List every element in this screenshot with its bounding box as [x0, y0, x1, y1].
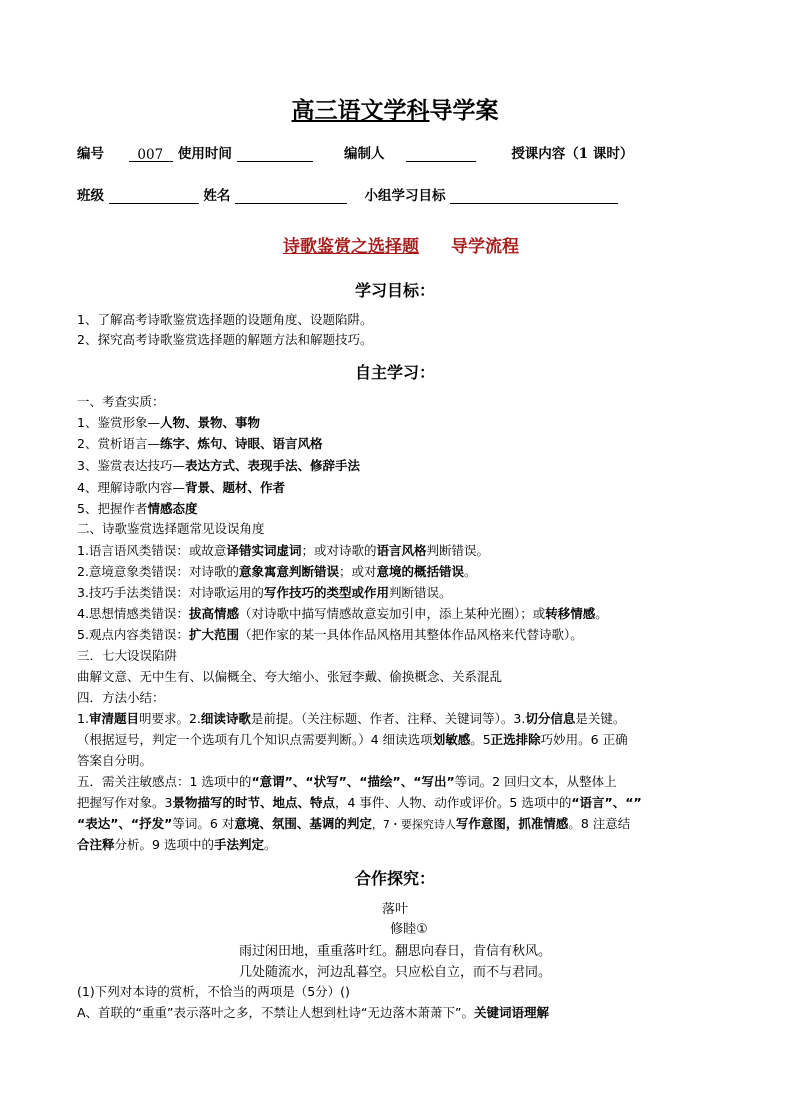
class-blank[interactable]	[109, 189, 199, 204]
section-cooperate: 合作探究：	[354, 869, 435, 888]
study-heading-3: 三．七大设误陷阱	[77, 648, 178, 663]
editor-blank[interactable]	[406, 147, 476, 162]
error-type-5: 5.观点内容类错误：扩大范围（把作家的某一具体作品风格用其整体作品风格来代替诗歌）。	[77, 627, 583, 642]
time-label: 使用时间	[177, 146, 232, 162]
study-item-5: 5、把握作者情感态度	[77, 501, 198, 516]
content-label: 授课内容（1 课时）	[511, 146, 634, 162]
section-self-study: 自主学习：	[354, 363, 435, 382]
info-row-1	[77, 142, 633, 162]
no-label: 编号	[77, 146, 104, 162]
method-line-3: 答案自分明。	[77, 753, 153, 768]
poem-title: 落叶	[381, 902, 408, 917]
question-1: (1)下列对本诗的赏析，不恰当的两项是（5分）()	[77, 984, 350, 999]
option-a: A、首联的“重重”表示落叶之多，不禁让人想到杜诗“无边落木萧萧下”。关键词语理解	[77, 1005, 549, 1020]
poem-line-1: 雨过闲田地，重重落叶红。翻思向春日，肯信有秋风。	[238, 944, 551, 959]
editor-label: 编制人	[344, 146, 385, 162]
topic-name: 诗歌鉴赏之选择题	[283, 237, 419, 257]
error-type-2: 2.意境意象类错误：对诗歌的意象寓意判断错误；或对意境的概括错误。	[77, 564, 477, 579]
poem-line-2: 几处随流水，河边乱暮空。只应松自立，而不与君同。	[238, 965, 551, 980]
method-line-2: （根据逗号，判定一个选项有几个知识点需要判断。）4 细读选项划敏感。5正选排除巧妙用。6 正确	[77, 732, 628, 747]
error-type-4: 4.思想情感类错误：拔高情感（对诗歌中描写情感故意妄加引申，添上某种光圈）；或转移情感。	[77, 606, 608, 621]
error-type-3: 3.技巧手法类错误：对诗歌运用的写作技巧的类型或作用判断错误。	[77, 585, 452, 600]
no-value: 007	[129, 147, 173, 162]
goal-1: 1、了解高考诗歌鉴赏选择题的设题角度、设题陷阱。	[77, 312, 373, 327]
name-label: 姓名	[203, 188, 231, 204]
trap-list: 曲解文意、无中生有、以偏概全、夸大缩小、张冠李戴、偷换概念、关系混乱	[77, 669, 503, 684]
time-blank[interactable]	[237, 147, 313, 162]
poem-author: 修睦①	[390, 922, 428, 937]
topic-title	[0, 232, 790, 257]
goal-2: 2、探究高考诗歌鉴赏选择题的解题方法和解题技巧。	[77, 332, 373, 347]
topic-suffix: 导学流程	[451, 237, 519, 257]
study-item-2: 2、赏析语言—练字、炼句、诗眼、语言风格	[77, 436, 323, 451]
study-heading-1: 一、考查实质：	[77, 394, 165, 409]
error-type-1: 1.语言语风类错误：或故意译错实词虚词；或对诗歌的语言风格判断错误。	[77, 543, 489, 558]
focus-line-2: 把握写作对象。3景物描写的时节、地点、特点，4 事件、人物、动作或评价。5 选项中的“语言”、“”	[77, 795, 642, 810]
focus-line-4: 合注释分析。9 选项中的手法判定。	[77, 837, 277, 852]
class-label: 班级	[77, 188, 104, 204]
study-item-4: 4、理解诗歌内容—背景、题材、作者	[77, 480, 285, 495]
section-goals: 学习目标：	[354, 281, 435, 300]
goal-label: 小组学习目标	[364, 188, 446, 204]
document-title	[0, 92, 790, 125]
title-rest: 导学案	[429, 97, 499, 124]
goal-blank[interactable]	[450, 189, 618, 204]
study-item-3: 3、鉴赏表达技巧—表达方式、表现手法、修辞手法	[77, 458, 360, 473]
study-heading-2: 二、诗歌鉴赏选择题常见设误角度	[77, 521, 265, 536]
study-heading-4: 四．方法小结：	[77, 690, 165, 705]
info-row-2	[77, 184, 618, 204]
study-item-1: 1、鉴赏形象—人物、景物、事物	[77, 415, 260, 430]
focus-line-1: 五．需关注敏感点：1 选项中的“意谓”、“状写”、“描绘”、“写出”等词。2 回归文本，从整体上	[77, 774, 617, 789]
name-blank[interactable]	[235, 189, 347, 204]
method-line-1: 1.审清题目明要求。2.细读诗歌是前提。（关注标题、作者、注释、关键词等）。3.切分信息是关键。	[77, 711, 626, 726]
title-underlined: 高三语文学科	[291, 97, 430, 124]
focus-line-3: “表达”、“抒发”等词。6 对意境、氛围、基调的判定，7・要探究诗人写作意图，抓准情感。8 注意结	[77, 816, 631, 831]
